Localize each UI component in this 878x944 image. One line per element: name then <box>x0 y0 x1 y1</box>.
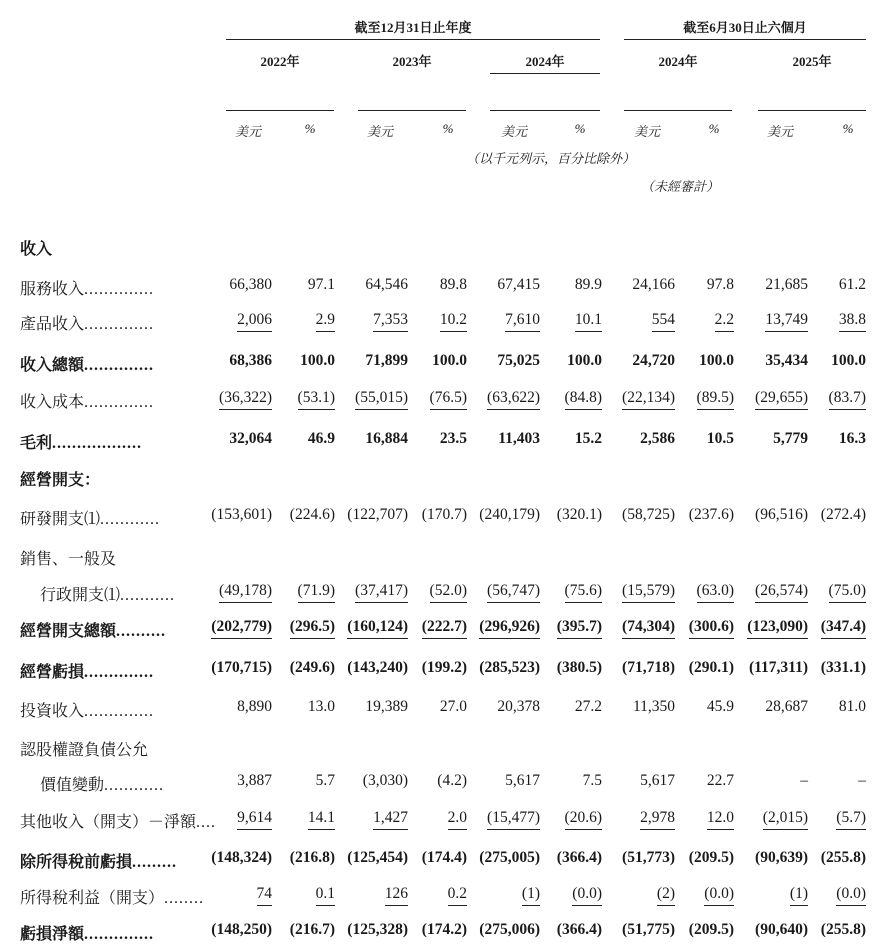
cell-percent: (255.8) <box>820 921 866 938</box>
cell-percent: (216.8) <box>289 849 335 866</box>
cell-amount: 7,353 <box>373 311 408 332</box>
cell-percent: (290.1) <box>688 659 734 676</box>
cell-percent: (216.7) <box>289 921 335 938</box>
cell-amount: 24,166 <box>632 276 675 293</box>
row-label-text: 其他收入（開支）－淨額 <box>20 814 197 831</box>
cell-amount: (125,328) <box>347 921 408 938</box>
dot-leader: .............. <box>84 394 155 411</box>
cell-amount: 3,887 <box>237 772 272 789</box>
cell-amount: (63,622) <box>487 389 540 410</box>
dot-leader: .......... <box>116 623 167 640</box>
cell-amount: 2,006 <box>237 311 272 332</box>
cell-amount: 2,978 <box>640 809 675 830</box>
cell-amount: (240,179) <box>479 506 540 523</box>
cell-amount: 67,415 <box>497 276 540 293</box>
row-label-text: 服務收入 <box>20 281 85 298</box>
cell-amount: (71,718) <box>622 659 675 676</box>
cell-amount: 66,380 <box>229 276 272 293</box>
cell-percent: 10.5 <box>706 430 734 447</box>
cell-percent: 12.0 <box>707 809 734 830</box>
row-label <box>20 659 154 682</box>
cell-percent: 89.8 <box>439 276 467 293</box>
cell-percent: (5.7) <box>836 809 866 830</box>
cell-percent: 100.0 <box>432 352 467 369</box>
row-label-text: 研發開支⑴ <box>20 511 101 528</box>
note-unaudited: （未經審計） <box>641 179 720 194</box>
cell-amount: (275,005) <box>479 849 540 866</box>
row-label <box>40 772 164 795</box>
cell-percent: (199.2) <box>421 659 467 676</box>
dot-leader: ............ <box>100 511 161 528</box>
dot-leader: .... <box>196 814 217 831</box>
cell-amount: 1,427 <box>373 809 408 830</box>
unit-pct: % <box>574 121 586 136</box>
cell-percent: 100.0 <box>300 352 335 369</box>
year-2024-annual: 2024年 <box>525 54 565 69</box>
cell-percent: 10.2 <box>440 311 467 332</box>
cell-amount: (123,090) <box>747 618 808 639</box>
cell-amount: 71,899 <box>365 352 408 369</box>
cell-percent: (0.0) <box>572 885 602 906</box>
row-label <box>20 467 100 490</box>
cell-percent: (209.5) <box>688 849 734 866</box>
header-group-annual-rule <box>226 39 600 40</box>
cell-amount: (36,322) <box>219 389 272 410</box>
dot-leader: .............. <box>84 357 155 374</box>
dot-leader: ............ <box>104 777 165 794</box>
unit-usd: 美元 <box>366 124 393 139</box>
cell-amount: (15,579) <box>622 582 675 603</box>
cell-amount: 5,779 <box>773 430 808 447</box>
cell-percent: (20.6) <box>565 809 602 830</box>
row-label <box>20 352 154 375</box>
cell-amount: (153,601) <box>211 506 272 523</box>
cell-percent: (272.4) <box>820 506 866 523</box>
cell-percent: 38.8 <box>839 311 866 332</box>
row-label-text: 經營開支總額 <box>20 623 117 640</box>
cell-percent: (0.0) <box>704 885 734 906</box>
cell-amount: (29,655) <box>755 389 808 410</box>
unit-rule-2023 <box>358 110 466 111</box>
cell-percent: (366.4) <box>556 921 602 938</box>
unit-usd: 美元 <box>234 124 261 139</box>
year-2025-half: 2025年 <box>792 54 832 69</box>
cell-amount: 21,685 <box>765 276 808 293</box>
cell-amount: (125,454) <box>347 849 408 866</box>
cell-percent: 5.7 <box>315 772 335 789</box>
row-label <box>20 921 154 944</box>
row-label-text: 投資收入 <box>20 703 85 720</box>
cell-amount: 11,403 <box>498 430 540 447</box>
cell-amount: 8,890 <box>237 698 272 715</box>
cell-percent: (249.6) <box>289 659 335 676</box>
cell-amount: (285,523) <box>479 659 540 676</box>
cell-amount: (3,030) <box>362 772 408 789</box>
cell-amount: – <box>800 772 808 789</box>
unit-rule-2024h <box>624 110 732 111</box>
cell-percent: (63.0) <box>697 582 734 603</box>
cell-percent: (170.7) <box>421 506 467 523</box>
cell-percent: (224.6) <box>289 506 335 523</box>
row-label-text: 認股權證負債公允 <box>20 742 149 759</box>
cell-amount: (37,417) <box>355 582 408 603</box>
cell-percent: 14.1 <box>308 809 335 830</box>
cell-percent: (380.5) <box>556 659 602 676</box>
cell-amount: (51,773) <box>622 849 675 866</box>
unit-usd: 美元 <box>633 124 660 139</box>
year-2024-half: 2024年 <box>658 54 698 69</box>
cell-amount: 5,617 <box>505 772 540 789</box>
cell-amount: (148,250) <box>211 921 272 938</box>
cell-percent: (89.5) <box>697 389 734 410</box>
cell-amount: 9,614 <box>237 809 272 830</box>
cell-percent: 61.2 <box>838 276 866 293</box>
cell-amount: (2,015) <box>763 809 808 830</box>
row-label <box>20 849 177 872</box>
cell-percent: (296.5) <box>290 618 335 639</box>
cell-percent: (320.1) <box>556 506 602 523</box>
cell-percent: 2.2 <box>715 311 734 332</box>
cell-amount: (160,124) <box>347 618 408 639</box>
cell-percent: 16.3 <box>838 430 866 447</box>
cell-percent: (395.7) <box>557 618 602 639</box>
cell-amount: (90,640) <box>755 921 808 938</box>
cell-percent: (84.8) <box>565 389 602 410</box>
row-label <box>20 311 154 334</box>
row-label <box>20 430 142 453</box>
cell-percent: (0.0) <box>836 885 866 906</box>
row-label-text: 除所得稅前虧損 <box>20 854 133 871</box>
cell-amount: (49,178) <box>219 582 272 603</box>
row-label <box>20 236 52 259</box>
cell-amount: 64,546 <box>365 276 408 293</box>
cell-amount: (170,715) <box>211 659 272 676</box>
cell-percent: 97.1 <box>307 276 335 293</box>
unit-usd: 美元 <box>766 124 793 139</box>
unit-pct: % <box>442 121 454 136</box>
cell-percent: 2.0 <box>448 809 467 830</box>
cell-percent: (53.1) <box>298 389 335 410</box>
dot-leader: ........... <box>120 587 176 604</box>
row-label <box>20 885 204 908</box>
row-label-text: 行政開支⑴ <box>40 587 121 604</box>
cell-percent: (255.8) <box>820 849 866 866</box>
cell-percent: 7.5 <box>582 772 602 789</box>
cell-amount: 2,586 <box>640 430 675 447</box>
cell-amount: 19,389 <box>365 698 408 715</box>
year-2023: 2023年 <box>392 54 432 69</box>
row-label <box>20 737 148 760</box>
cell-amount: (1) <box>790 885 808 906</box>
cell-amount: 11,350 <box>632 698 675 715</box>
cell-amount: (22,134) <box>622 389 675 410</box>
year-2022: 2022年 <box>260 54 300 69</box>
cell-amount: (90,639) <box>755 849 808 866</box>
unit-pct: % <box>304 121 316 136</box>
cell-amount: 75,025 <box>497 352 540 369</box>
cell-percent: 15.2 <box>574 430 602 447</box>
cell-percent: (237.6) <box>688 506 734 523</box>
dot-leader: .............. <box>84 281 155 298</box>
row-label-text: 價值變動 <box>40 777 105 794</box>
cell-percent: (83.7) <box>829 389 866 410</box>
cell-percent: (222.7) <box>422 618 467 639</box>
cell-percent: 100.0 <box>831 352 866 369</box>
row-label-text: 收入成本 <box>20 394 85 411</box>
cell-percent: (347.4) <box>821 618 866 639</box>
cell-amount: (26,574) <box>755 582 808 603</box>
cell-percent: (75.6) <box>565 582 602 603</box>
cell-amount: 126 <box>385 885 408 906</box>
note-thousands: （以千元列示，百分比除外） <box>466 151 636 166</box>
dot-leader: .............. <box>84 703 155 720</box>
cell-percent: (174.4) <box>421 849 467 866</box>
unit-rule-2024 <box>490 110 600 111</box>
cell-amount: (2) <box>657 885 675 906</box>
cell-percent: (52.0) <box>430 582 467 603</box>
dot-leader: .............. <box>84 316 155 333</box>
cell-amount: 68,386 <box>229 352 272 369</box>
cell-amount: 35,434 <box>765 352 808 369</box>
cell-percent: 13.0 <box>307 698 335 715</box>
cell-percent: (4.2) <box>437 772 467 789</box>
row-label-text: 經營開支： <box>20 472 101 489</box>
cell-percent: 27.0 <box>439 698 467 715</box>
row-label <box>20 276 154 299</box>
cell-amount: (74,304) <box>622 618 675 639</box>
dot-leader: .............. <box>84 664 155 681</box>
row-label <box>20 546 116 569</box>
row-label <box>20 506 160 529</box>
cell-percent: 23.5 <box>439 430 467 447</box>
dot-leader: .................. <box>52 435 143 452</box>
cell-percent: 45.9 <box>706 698 734 715</box>
cell-percent: 27.2 <box>574 698 602 715</box>
row-label-text: 產品收入 <box>20 316 85 333</box>
row-label <box>20 698 154 721</box>
cell-percent: (331.1) <box>820 659 866 676</box>
cell-percent: 81.0 <box>838 698 866 715</box>
header-group-annual: 截至12月31日止年度 <box>354 20 472 35</box>
cell-percent: (75.0) <box>829 582 866 603</box>
cell-amount: (15,477) <box>487 809 540 830</box>
cell-percent: (71.9) <box>298 582 335 603</box>
cell-amount: (143,240) <box>347 659 408 676</box>
unit-pct: % <box>708 121 720 136</box>
cell-amount: 5,617 <box>640 772 675 789</box>
header-group-half: 截至6月30日止六個月 <box>683 20 807 35</box>
unit-pct: % <box>842 121 854 136</box>
unit-rule-2025h <box>758 110 866 111</box>
cell-amount: (202,779) <box>211 618 272 639</box>
dot-leader: .............. <box>84 926 155 943</box>
cell-percent: 0.1 <box>316 885 335 906</box>
cell-percent: 100.0 <box>699 352 734 369</box>
cell-percent: (300.6) <box>689 618 734 639</box>
cell-amount: (96,516) <box>755 506 808 523</box>
year-2024-annual-rule <box>490 73 600 74</box>
cell-amount: 13,749 <box>765 311 808 332</box>
cell-percent: 100.0 <box>567 352 602 369</box>
cell-amount: (122,707) <box>347 506 408 523</box>
row-label-text: 所得稅利益（開支） <box>20 890 165 907</box>
row-label-text: 虧損淨額 <box>20 926 85 943</box>
row-label <box>20 389 154 412</box>
row-label <box>40 582 175 605</box>
cell-percent: – <box>858 772 866 789</box>
row-label-text: 收入 <box>20 241 53 258</box>
cell-amount: 7,610 <box>505 311 540 332</box>
cell-amount: 24,720 <box>632 352 675 369</box>
cell-amount: 20,378 <box>497 698 540 715</box>
cell-percent: 97.8 <box>706 276 734 293</box>
header-group-half-rule <box>624 39 866 40</box>
cell-amount: 74 <box>257 885 273 906</box>
unit-usd: 美元 <box>500 124 527 139</box>
cell-percent: (366.4) <box>556 849 602 866</box>
cell-percent: (209.5) <box>688 921 734 938</box>
cell-percent: 10.1 <box>575 311 602 332</box>
cell-percent: 2.9 <box>316 311 335 332</box>
cell-amount: 32,064 <box>229 430 272 447</box>
cell-percent: 46.9 <box>307 430 335 447</box>
cell-percent: 0.2 <box>448 885 467 906</box>
cell-percent: 89.9 <box>574 276 602 293</box>
dot-leader: ......... <box>132 854 178 871</box>
row-label-text: 毛利 <box>20 435 53 452</box>
cell-amount: (296,926) <box>479 618 540 639</box>
cell-amount: (1) <box>522 885 540 906</box>
cell-amount: 28,687 <box>765 698 808 715</box>
row-label <box>20 809 216 832</box>
cell-amount: (51,775) <box>622 921 675 938</box>
row-label-text: 經營虧損 <box>20 664 85 681</box>
row-label-text: 銷售、一般及 <box>20 551 117 568</box>
cell-amount: (275,006) <box>479 921 540 938</box>
cell-percent: 22.7 <box>706 772 734 789</box>
cell-amount: 16,884 <box>365 430 408 447</box>
unit-rule-2022 <box>226 110 334 111</box>
cell-amount: (58,725) <box>622 506 675 523</box>
cell-amount: (55,015) <box>355 389 408 410</box>
cell-amount: 554 <box>652 311 675 332</box>
row-label-text: 收入總額 <box>20 357 85 374</box>
row-label <box>20 618 166 641</box>
cell-amount: (56,747) <box>487 582 540 603</box>
cell-percent: (174.2) <box>421 921 467 938</box>
cell-percent: (76.5) <box>430 389 467 410</box>
cell-amount: (148,324) <box>211 849 272 866</box>
dot-leader: ........ <box>164 890 205 907</box>
cell-amount: (117,311) <box>749 659 808 676</box>
